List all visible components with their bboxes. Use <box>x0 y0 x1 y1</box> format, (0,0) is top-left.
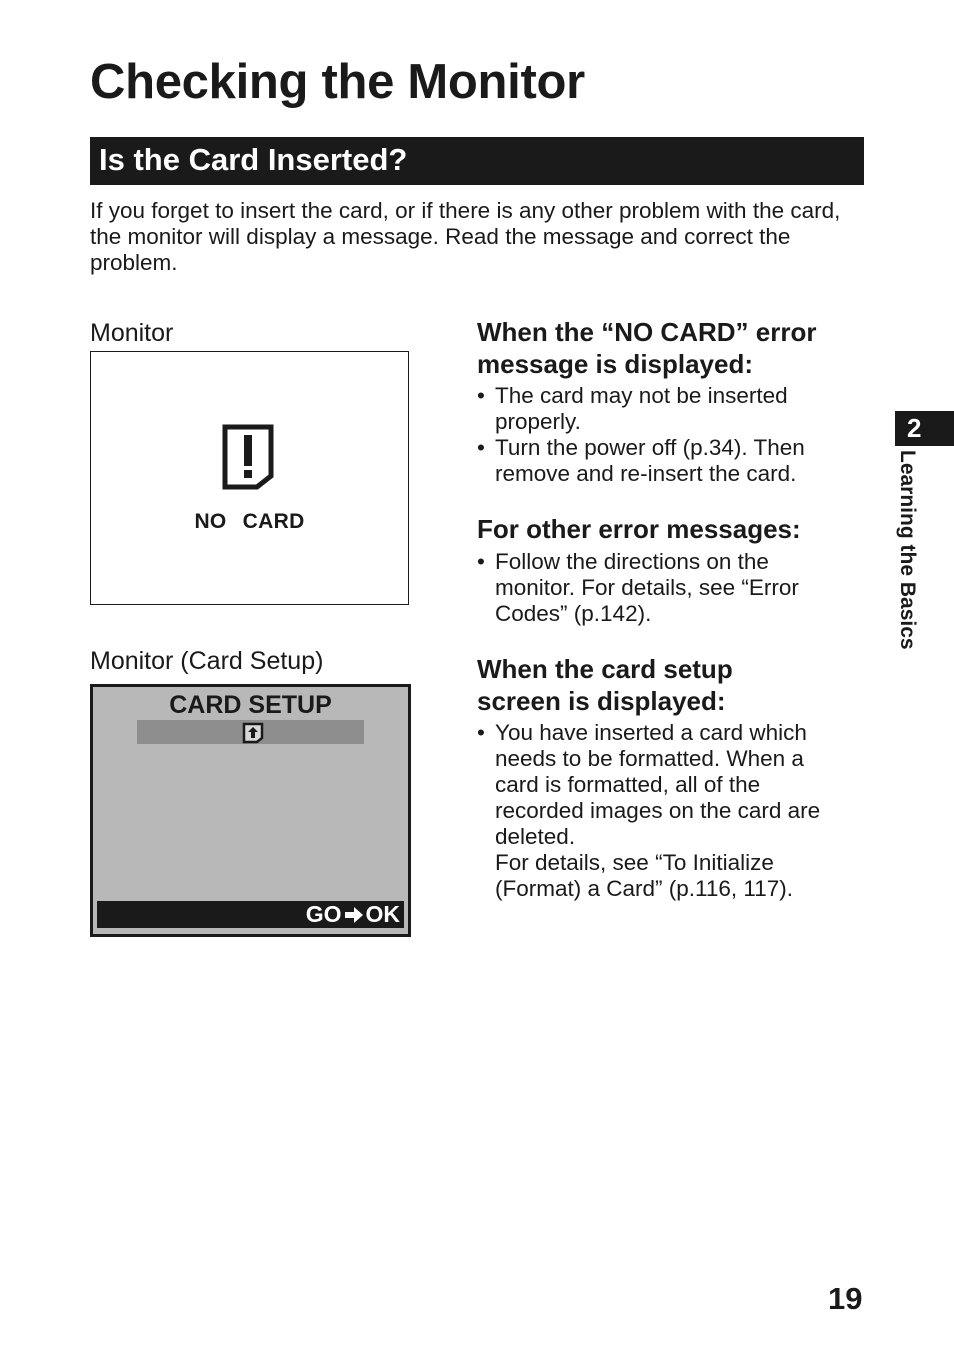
card-setup-title: CARD SETUP <box>169 691 332 719</box>
right-arrow-icon <box>344 906 364 924</box>
no-card-heading: When the “NO CARD” error message is displayed: <box>477 317 817 379</box>
chapter-label: Learning the Basics <box>896 450 919 650</box>
list-item: • The card may not be inserted properly. <box>477 383 877 435</box>
warning-card-icon <box>222 424 274 490</box>
go-label: GO <box>305 901 342 927</box>
page-title: Checking the Monitor <box>90 55 585 109</box>
page-number: 19 <box>828 1281 863 1316</box>
list-item: • Follow the directions on the monitor. For details, see “Error Codes” (p.142). <box>477 549 877 627</box>
chapter-number-tab: 2 <box>895 411 954 446</box>
card-setup-heading: When the card setup screen is displayed: <box>477 654 733 716</box>
other-errors-bullets <box>477 549 877 627</box>
no-card-message: NO CARD <box>194 510 305 533</box>
card-format-icon <box>242 722 264 744</box>
card-setup-caption: Monitor (Card Setup) <box>90 647 324 675</box>
intro-paragraph: If you forget to insert the card, or if there is any other problem with the card, the monitor will display a message. Read the message and correct the problem. <box>90 198 841 275</box>
monitor-screen-card-setup <box>90 684 411 937</box>
monitor-screen-no-card <box>90 351 409 605</box>
section-heading: Is the Card Inserted? <box>90 137 864 185</box>
card-setup-bullets <box>477 720 877 902</box>
card-setup-footer <box>97 901 404 928</box>
list-item: • Turn the power off (p.34). Then remove and re-insert the card. <box>477 435 877 487</box>
no-card-bullets <box>477 383 877 487</box>
list-item: • You have inserted a card which needs to be formatted. When a card is formatted, all of the recorded images on the card are deleted. For details, see “To Initialize (Format) a Card” (p.116, 117). <box>477 720 877 902</box>
other-errors-heading: For other error messages: <box>477 514 801 544</box>
monitor-caption: Monitor <box>90 319 174 347</box>
ok-label: OK <box>365 901 400 927</box>
